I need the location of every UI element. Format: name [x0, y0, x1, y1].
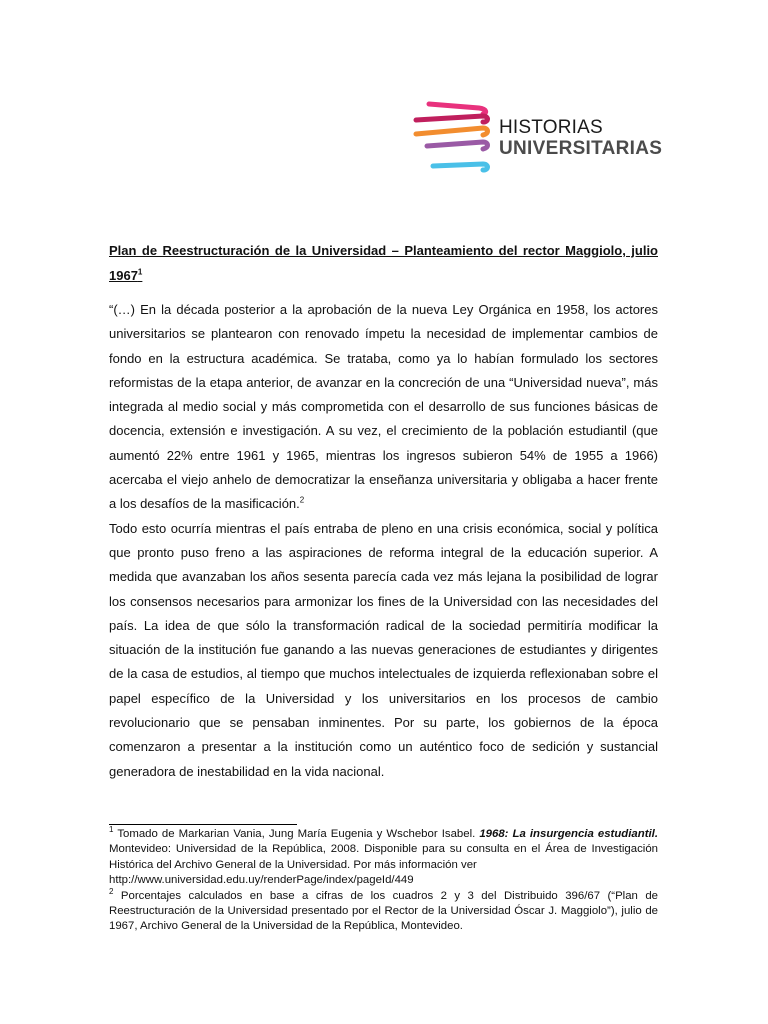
footnote-1 — [109, 827, 658, 889]
footnote-2-marker: 2 — [109, 886, 114, 896]
footnote-1-lead: Tomado de Markarian Vania, Jung María Eugenia y Wschebor Isabel. — [117, 828, 476, 840]
logo-title-line1: HISTORIAS — [499, 117, 603, 138]
footnote-2-text: Porcentajes calculados en base a cifras de los cuadros 2 y 3 del Distribuido 396/67 (“Plan de Reestructuración de la Universidad presentado por el Rector de la Universidad Óscar J. Maggiolo”), julio de 1967, Archivo General de la Universidad de la República, Montevideo. — [109, 889, 658, 933]
paragraph-1-text: “(…) En la década posterior a la aprobación de la nueva Ley Orgánica en 1958, los actores universitarios se plantearon con renovado ímpetu la necesidad de implementar cambios de fondo en la estructura académica. Se trataba, como ya lo habían formulado los sectores reformistas de la etapa anterior, de avanzar en la concreción de una “Universidad nueva”, más integrada al medio social y más comprometida con el desarrollo de sus funciones básicas de docencia, extensión e investigación. A su vez, el crecimiento de la población estudiantil (que aumentó 22% entre 1961 y 1965, mientras los ingresos subieron 54% de 1955 a 1966) acercaba el viejo anhelo de democratizar la enseñanza universitaria y obligaba a hacer frente a los desafíos de la masificación. — [109, 302, 658, 512]
document-title-text: Plan de Reestructuración de la Universidad – Planteamiento del rector Maggiolo, julio 1967 — [109, 243, 658, 283]
document-body — [109, 238, 658, 784]
logo-title-line2: UNIVERSITARIAS — [499, 138, 663, 159]
footnote-ref-1[interactable]: 1 — [137, 267, 143, 277]
footnote-separator — [109, 824, 297, 825]
footnote-1-link[interactable]: http://www.universidad.edu.uy/renderPage/index/pageId/449 — [109, 874, 414, 887]
footnote-2 — [109, 886, 658, 935]
footnote-1-book-title: 1968: La insurgencia estudiantil. — [479, 828, 658, 840]
books-logo-icon — [413, 100, 497, 176]
paragraph-1 — [109, 298, 658, 517]
document-title — [109, 238, 658, 288]
footnote-ref-2[interactable]: 2 — [299, 496, 305, 506]
footnote-1-rest: Montevideo: Universidad de la República, 2008. Disponible para su consulta en el Área de Investigación Histórica del Archivo General de la Universidad. Por más información ver — [109, 843, 658, 871]
paragraph-2: Todo esto ocurría mientras el país entraba de pleno en una crisis económica, social y política que pronto puso freno a las aspiraciones de reforma integral de la educación superior. A medida que avanzaban los años sesenta parecía cada vez más lejana la posibilidad de lograr los consensos necesarios para armonizar los fines de la Universidad con las necesidades del país. La idea de que sólo la transformación radical de la sociedad permitiría modificar la situación de la institución fue ganando a las nuevas generaciones de estudiantes y dirigentes de la casa de estudios, al tiempo que muchos intelectuales de izquierda reflexionaban sobre el papel específico de la Universidad y los universitarios en los procesos de cambio revolucionario que se pensaban inminentes. Por su parte, los gobiernos de la época comenzaron a presentar a la institución como un auténtico foco de sedición y sustancial generadora de inestabilidad en la vida nacional. — [109, 520, 658, 779]
footnote-1-marker: 1 — [109, 825, 114, 835]
historias-universitarias-logo — [413, 100, 663, 176]
footnotes — [109, 827, 658, 935]
